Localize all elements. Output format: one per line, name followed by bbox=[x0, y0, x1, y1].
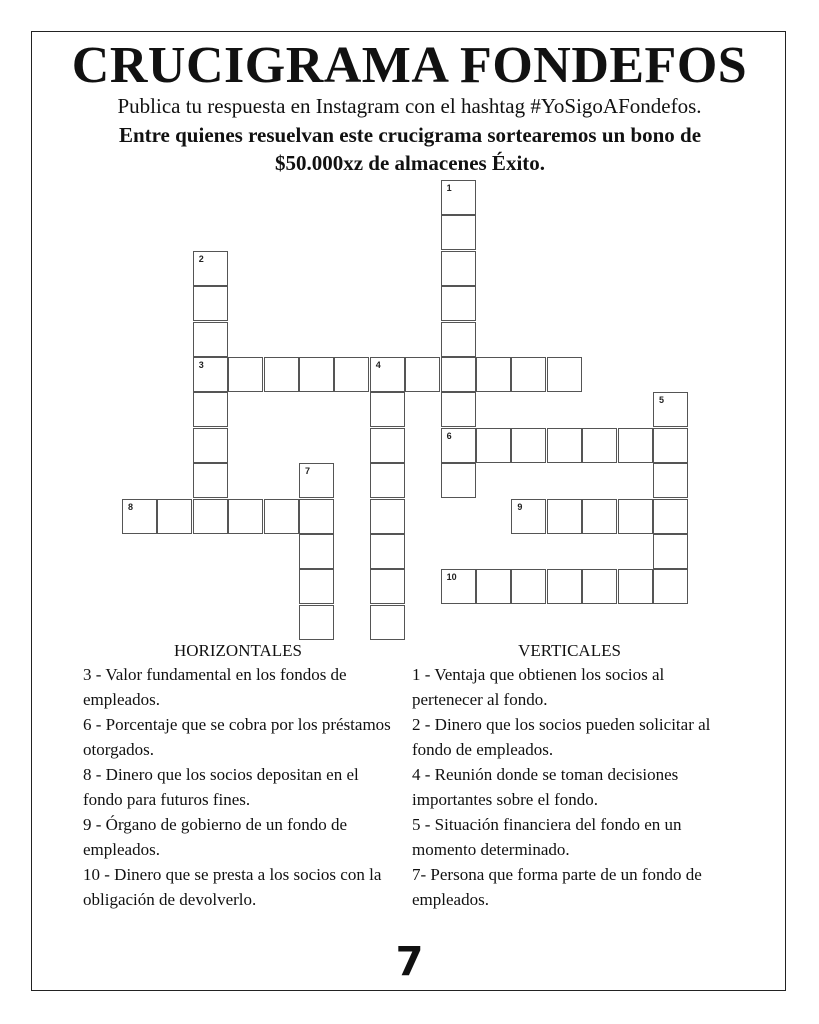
clue-item: 10 - Dinero que se presta a los socios con la obligación de devolverlo. bbox=[83, 865, 382, 909]
crossword-cell[interactable] bbox=[370, 428, 405, 463]
crossword-cell[interactable] bbox=[264, 357, 299, 392]
clue-number: 9 bbox=[517, 501, 523, 512]
crossword-cell[interactable] bbox=[193, 251, 228, 286]
clue-number: 10 bbox=[446, 572, 457, 583]
vertical-clues-heading: VERTICALES bbox=[518, 641, 621, 660]
crossword-cell[interactable] bbox=[582, 569, 617, 604]
crossword-cell[interactable] bbox=[441, 322, 476, 357]
clue-item: 1 - Ventaja que obtienen los socios al pertenecer al fondo. bbox=[412, 665, 665, 709]
crossword-cell[interactable] bbox=[653, 499, 688, 534]
crossword-cell[interactable] bbox=[228, 357, 263, 392]
crossword-cell[interactable] bbox=[157, 499, 192, 534]
crossword-cell[interactable] bbox=[299, 463, 334, 498]
crossword-cell[interactable] bbox=[441, 357, 476, 392]
crossword-cell[interactable] bbox=[370, 534, 405, 569]
crossword-cell[interactable] bbox=[441, 286, 476, 321]
crossword-cell[interactable] bbox=[441, 215, 476, 250]
crossword-cell[interactable] bbox=[441, 251, 476, 286]
crossword-cell[interactable] bbox=[441, 180, 476, 215]
crossword-cell[interactable] bbox=[547, 428, 582, 463]
crossword-cell[interactable] bbox=[441, 569, 476, 604]
clue-number: 6 bbox=[446, 430, 452, 441]
crossword-cell[interactable] bbox=[441, 463, 476, 498]
crossword-cell[interactable] bbox=[511, 499, 546, 534]
clue-number: 4 bbox=[375, 360, 381, 370]
crossword-cell[interactable] bbox=[653, 534, 688, 569]
horizontal-clues bbox=[83, 640, 393, 912]
crossword-cell[interactable] bbox=[370, 357, 405, 392]
prize-text: Entre quienes resuelvan este crucigrama sortearemos un bono de $50.000xz de almacenes Éxito. bbox=[118, 123, 702, 175]
crossword-cell[interactable] bbox=[193, 499, 228, 534]
clue-item: 7- Persona que forma parte de un fondo de empleados. bbox=[412, 865, 702, 909]
crossword-cell[interactable] bbox=[299, 534, 334, 569]
clue-item: 2 - Dinero que los socios pueden solicitar al fondo de empleados. bbox=[412, 715, 711, 759]
clue-item: 5 - Situación financiera del fondo en un momento determinado. bbox=[412, 815, 682, 859]
crossword-cell[interactable] bbox=[334, 357, 369, 392]
crossword-cell[interactable] bbox=[370, 605, 405, 640]
instructions-text: Publica tu respuesta en Instagram con el hashtag #YoSigoAFondefos. bbox=[117, 94, 702, 118]
crossword-cell[interactable] bbox=[441, 428, 476, 463]
crossword-cell[interactable] bbox=[653, 569, 688, 604]
crossword-cell[interactable] bbox=[476, 357, 511, 392]
crossword-cell[interactable] bbox=[370, 499, 405, 534]
crossword-cell[interactable] bbox=[618, 428, 653, 463]
crossword-cell[interactable] bbox=[653, 428, 688, 463]
clue-item: 3 - Valor fundamental en los fondos de empleados. bbox=[83, 665, 347, 709]
clue-item: 6 - Porcentaje que se cobra por los préstamos otorgados. bbox=[83, 715, 391, 759]
crossword-cell[interactable] bbox=[264, 499, 299, 534]
crossword-cell[interactable] bbox=[653, 463, 688, 498]
crossword-cell[interactable] bbox=[299, 605, 334, 640]
crossword-cell[interactable] bbox=[547, 499, 582, 534]
horizontal-clues-heading: HORIZONTALES bbox=[173, 641, 302, 660]
clue-item: 4 - Reunión donde se toman decisiones importantes sobre el fondo. bbox=[412, 765, 679, 809]
crossword-cell[interactable] bbox=[441, 392, 476, 427]
crossword-cell[interactable] bbox=[370, 569, 405, 604]
vertical-clues bbox=[412, 640, 727, 912]
crossword-cell[interactable] bbox=[618, 569, 653, 604]
crossword-cell[interactable] bbox=[193, 463, 228, 498]
crossword-cell[interactable] bbox=[193, 392, 228, 427]
crossword-cell[interactable] bbox=[653, 392, 688, 427]
crossword-cell[interactable] bbox=[370, 463, 405, 498]
page-number: 7 bbox=[395, 939, 424, 985]
crossword-cell[interactable] bbox=[299, 569, 334, 604]
crossword-cell[interactable] bbox=[547, 357, 582, 392]
crossword-cell[interactable] bbox=[582, 499, 617, 534]
crossword-cell[interactable] bbox=[193, 286, 228, 321]
crossword-cell[interactable] bbox=[122, 499, 157, 534]
crossword-cell[interactable] bbox=[511, 357, 546, 392]
crossword-cell[interactable] bbox=[618, 499, 653, 534]
page-title: CRUCIGRAMA FONDEFOS bbox=[71, 37, 748, 94]
crossword-cell[interactable] bbox=[547, 569, 582, 604]
crossword-cell[interactable] bbox=[228, 499, 263, 534]
crossword-cell[interactable] bbox=[511, 428, 546, 463]
clue-number: 1 bbox=[446, 183, 452, 193]
crossword-cell[interactable] bbox=[476, 428, 511, 463]
clue-number: 7 bbox=[305, 466, 311, 477]
clue-item: 9 - Órgano de gobierno de un fondo de empleados. bbox=[83, 815, 348, 859]
clue-number: 2 bbox=[198, 253, 204, 264]
crossword-cell[interactable] bbox=[193, 322, 228, 357]
clue-number: 3 bbox=[198, 360, 204, 370]
crossword-cell[interactable] bbox=[476, 569, 511, 604]
crossword-cell[interactable] bbox=[405, 357, 440, 392]
crossword-cell[interactable] bbox=[299, 499, 334, 534]
crossword-cell[interactable] bbox=[299, 357, 334, 392]
clue-number: 5 bbox=[659, 395, 665, 406]
crossword-cell[interactable] bbox=[370, 392, 405, 427]
crossword-cell[interactable] bbox=[582, 428, 617, 463]
clue-number: 8 bbox=[128, 501, 134, 512]
crossword-cell[interactable] bbox=[193, 428, 228, 463]
crossword-cell[interactable] bbox=[511, 569, 546, 604]
clue-item: 8 - Dinero que los socios depositan en el fondo para futuros fines. bbox=[83, 765, 359, 809]
crossword-cell[interactable] bbox=[193, 357, 228, 392]
